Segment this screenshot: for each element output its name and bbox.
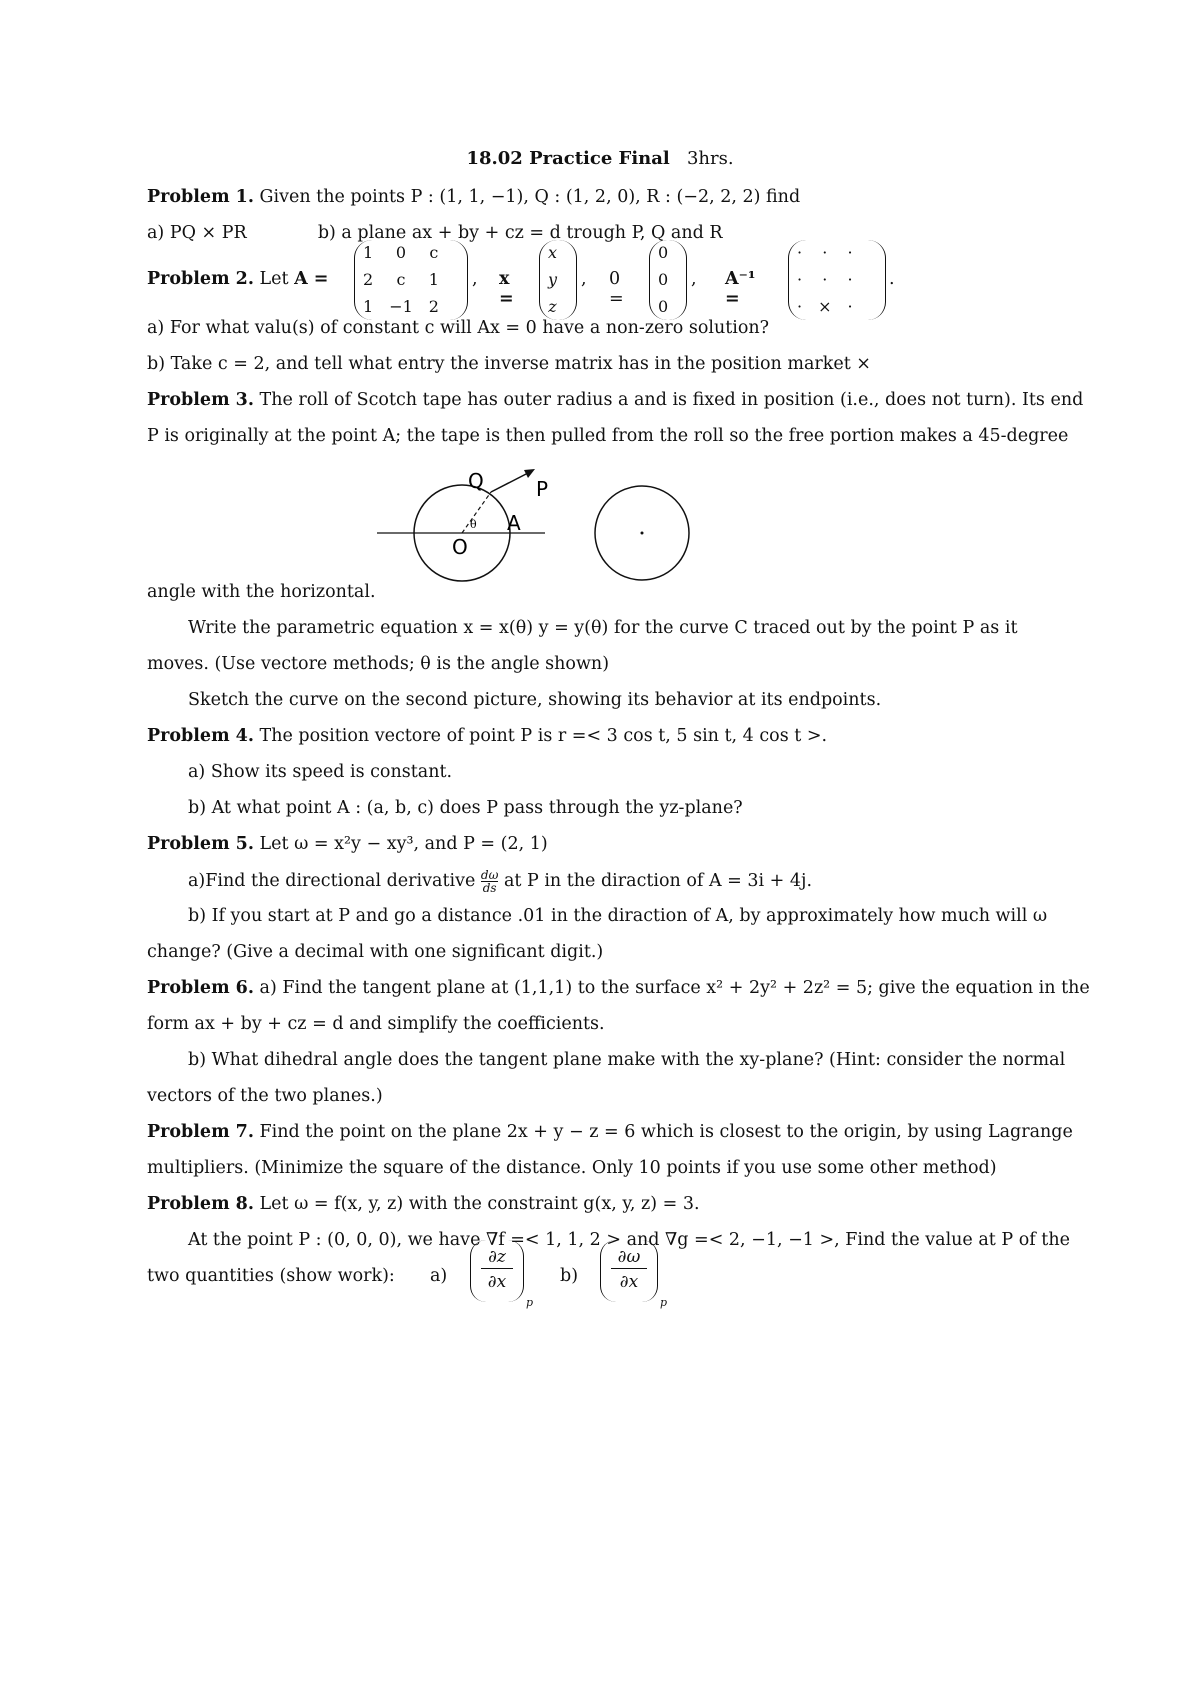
cell: · (822, 269, 828, 289)
frac-num: dω (480, 868, 499, 882)
problem-4-part-b: b) At what point A : (a, b, c) does P pass through the yz-plane? (188, 798, 743, 818)
exam-title (0, 148, 1200, 169)
problem-text: The roll of Scotch tape has outer radius a and is fixed in position (i.e., does not turn). Its end (259, 390, 1084, 410)
cell: z (548, 296, 557, 316)
problem-label: Problem 1. (147, 187, 254, 207)
problem-3-line-2: P is originally at the point A; the tape is then pulled from the roll so the free portion makes a 45-degree (147, 426, 1069, 446)
inverse-label: A⁻¹ = (725, 269, 756, 309)
cell: × (818, 296, 832, 316)
vector-x-label: x = (499, 269, 514, 309)
problem-label: Problem 4. (147, 726, 254, 746)
cell: 0 (395, 243, 407, 263)
problem-text: The position vectore of point P is r =< 3 cos t, 5 sin t, 4 cos t >. (259, 726, 828, 746)
problem-3-line-4: Write the parametric equation x = x(θ) y = y(θ) for the curve C traced out by the point P as it (188, 618, 1018, 638)
free-tape (491, 472, 530, 492)
pd-den: ∂x (487, 1272, 507, 1292)
zero-vector (649, 240, 687, 320)
title-duration: 3hrs. (686, 148, 734, 169)
problem-7 (147, 1121, 1096, 1143)
problem-8-line-3: two quantities (show work): (147, 1266, 395, 1286)
P-label: P (536, 477, 549, 501)
cell: 1 (363, 243, 374, 263)
problem-label: Problem 2. (147, 269, 254, 289)
problem-3-line-6: Sketch the curve on the second picture, showing its behavior at its endpoints. (188, 690, 882, 710)
partial-z-x (470, 1240, 524, 1302)
problem-label: Problem 3. (147, 390, 254, 410)
cell: 0 (658, 243, 669, 263)
problem-4 (147, 725, 1096, 747)
cell: y (548, 269, 558, 289)
problem-1-parts (147, 222, 1096, 244)
problem-text: a) Find the tangent plane at (1,1,1) to the surface x² + 2y² + 2z² = 5; give the equation in the (259, 978, 1090, 998)
cell: 0 (658, 269, 669, 289)
pd-den: ∂x (619, 1272, 639, 1292)
zero-vector-label: 0 = (609, 269, 624, 309)
problem-6 (147, 977, 1096, 999)
cell: −1 (389, 296, 413, 316)
subscript-p-b: p (660, 1296, 668, 1309)
matrix-A (354, 240, 468, 320)
problem-label: Problem 7. (147, 1122, 254, 1142)
pd-num: ∂z (481, 1246, 513, 1269)
O-label: O (452, 535, 468, 559)
problem-3 (147, 389, 1096, 411)
problem-5-part-a (188, 869, 1096, 894)
cell: 1 (363, 296, 374, 316)
part-a-label: a) (430, 1266, 448, 1286)
cell: 1 (428, 269, 439, 289)
problem-8 (147, 1193, 1096, 1215)
pd-num: ∂ω (611, 1246, 647, 1269)
problem-6-line-3: b) What dihedral angle does the tangent plane make with the xy-plane? (Hint: consider the normal (188, 1050, 1066, 1070)
cell: · (847, 269, 853, 289)
cell: 2 (363, 269, 374, 289)
problem-3-line-3: angle with the horizontal. (147, 582, 376, 602)
problem-5-part-b-1: b) If you start at P and go a distance .01 in the diraction of A, by approximately how much will ω (188, 906, 1048, 926)
problem-4-part-a: a) Show its speed is constant. (188, 762, 453, 782)
cell: · (797, 269, 803, 289)
problem-1 (147, 186, 1096, 208)
inverse-matrix (788, 240, 886, 320)
Q-label: Q (468, 469, 484, 493)
problem-label: Problem 5. (147, 834, 254, 854)
problem-5 (147, 833, 1096, 855)
problem-text: Given the points P : (1, 1, −1), Q : (1, 2, 0), R : (−2, 2, 2) find (259, 187, 801, 207)
part-b-label: b) (560, 1266, 579, 1286)
title-text: 18.02 Practice Final (466, 148, 670, 169)
theta-label: θ (470, 518, 477, 531)
problem-3-line-5: moves. (Use vectore methods; θ is the angle shown) (147, 654, 610, 674)
problem-6-line-4: vectors of the two planes.) (147, 1086, 383, 1106)
matrix-A-label: A = (294, 269, 329, 289)
exam-page: 18.02 Practice Final 3hrs. Problem 1. Given the points P : (1, 1, −1), Q : (1, 2, 0), R : (−2, 2, 2) find a) PQ × PR b) a plane ax + by + cz = d trough P, Q and R Problem 2. Let A = 1 0 c 2 c 1 1 −1 2 , x = x y z , 0 = 0 0 0 , A⁻¹ = · · · · · · · × · . a) For what valu(s) of constant c will Ax = 0 have a non-zero solution? b) Take c = 2, and tell what entry the inverse matrix has in the position market × Problem 3. The roll of Scotch tape has outer radius a and is fixed in position (i.e., does not turn). Its end P is originally at the point A; the tape is then pulled from the roll so the free portion makes a 45-degree θ Q P A O angle with the horizontal. Write the parametric equation x = x(θ) y = y(θ) for the curve C traced out by the point P as it moves. (Use vectore methods; θ is the angle shown) Sketch the curve on the second picture, showing its behavior at its endpoints. Problem 4. The position vectore of point P is r =< 3 cos t, 5 sin t, 4 cos t >. a) Show its speed is constant. b) At what point A : (a, b, c) does P pass through the yz-plane? Problem 5. Let ω = x²y − xy³, and P = (2, 1) a)Find the directional derivative $\frac{d\omega}{ds}$ at P in the diraction of A = 3i + 4j. b) If you start at P and go a distance .01 in the diraction of A, by approximately how much will ω change? (Give a decimal with one significant digit.) Problem 6. a) Find the tangent plane at (1,1,1) to the surface x² + 2y² + 2z² = 5; give the equation in the form ax + by + cz = d and simplify the coefficients. b) What dihedral angle does the tangent plane make with the xy-plane? (Hint: consider the normal vectors of the two planes.) Problem 7. Find the point on the plane 2x + y − z = 6 which is closest to the origin, by using Lagrange multipliers. (Minimize the square of the distance. Only 10 points if you use some other method) Problem 8. Let ω = f(x, y, z) with the constraint g(x, y, z) = 3. At the point P : (0, 0, 0), we have ∇f =< 1, 1, 2 > and ∇g =< 2, −1, −1 >, Find the value at P of the two quantities (show work): a) $\frac{\partial z}{\partial x}$ p b) $\frac{\partial\omega}{\partial x}$ p (0, 0, 1200, 1696)
dw-ds-fraction (481, 869, 498, 894)
part-a-text: a)Find the directional derivative (188, 871, 476, 891)
problem-label: Problem 8. (147, 1194, 254, 1214)
cell: 2 (428, 296, 439, 316)
partial-w-x (600, 1240, 658, 1302)
problem-label: Problem 6. (147, 978, 254, 998)
cell: · (847, 243, 853, 263)
problem-7-line-2: multipliers. (Minimize the square of the distance. Only 10 points if you use some other method) (147, 1158, 997, 1178)
cell: 0 (658, 296, 669, 316)
problem-2-part-a: a) For what valu(s) of constant c will Ax = 0 have a non-zero solution? (147, 318, 770, 338)
part-a: a) PQ × PR (147, 223, 247, 243)
vector-x (539, 240, 577, 320)
problem-lead: Let (259, 269, 289, 289)
cell: · (797, 243, 803, 263)
problem-5-part-b-2: change? (Give a decimal with one significant digit.) (147, 942, 604, 962)
part-b: b) a plane ax + by + cz = d trough P, Q and R (317, 223, 723, 243)
cell: c (396, 269, 406, 289)
cell: · (822, 243, 828, 263)
problem-text: Find the point on the plane 2x + y − z = 6 which is closest to the origin, by using Lagrange (259, 1122, 1073, 1142)
problem-text: Let ω = f(x, y, z) with the constraint g(x, y, z) = 3. (259, 1194, 700, 1214)
problem-2-part-b: b) Take c = 2, and tell what entry the inverse matrix has in the position market × (147, 354, 871, 374)
frac-den: ds (482, 881, 497, 895)
tape-roll-figure (370, 460, 710, 600)
cell: · (847, 296, 853, 316)
problem-8-line-2: At the point P : (0, 0, 0), we have ∇f =< 1, 1, 2 > and ∇g =< 2, −1, −1 >, Find the value at P of the (188, 1230, 1070, 1250)
part-a-text-end: at P in the diraction of A = 3i + 4j. (503, 871, 813, 891)
subscript-p-a: p (526, 1296, 534, 1309)
cell: x (548, 243, 558, 263)
cell: · (797, 296, 803, 316)
problem-text: Let ω = x²y − xy³, and P = (2, 1) (259, 834, 548, 854)
A-label: A (507, 511, 521, 535)
center-dot (641, 532, 644, 535)
cell: c (429, 243, 439, 263)
problem-6-line-2: form ax + by + cz = d and simplify the coefficients. (147, 1014, 605, 1034)
